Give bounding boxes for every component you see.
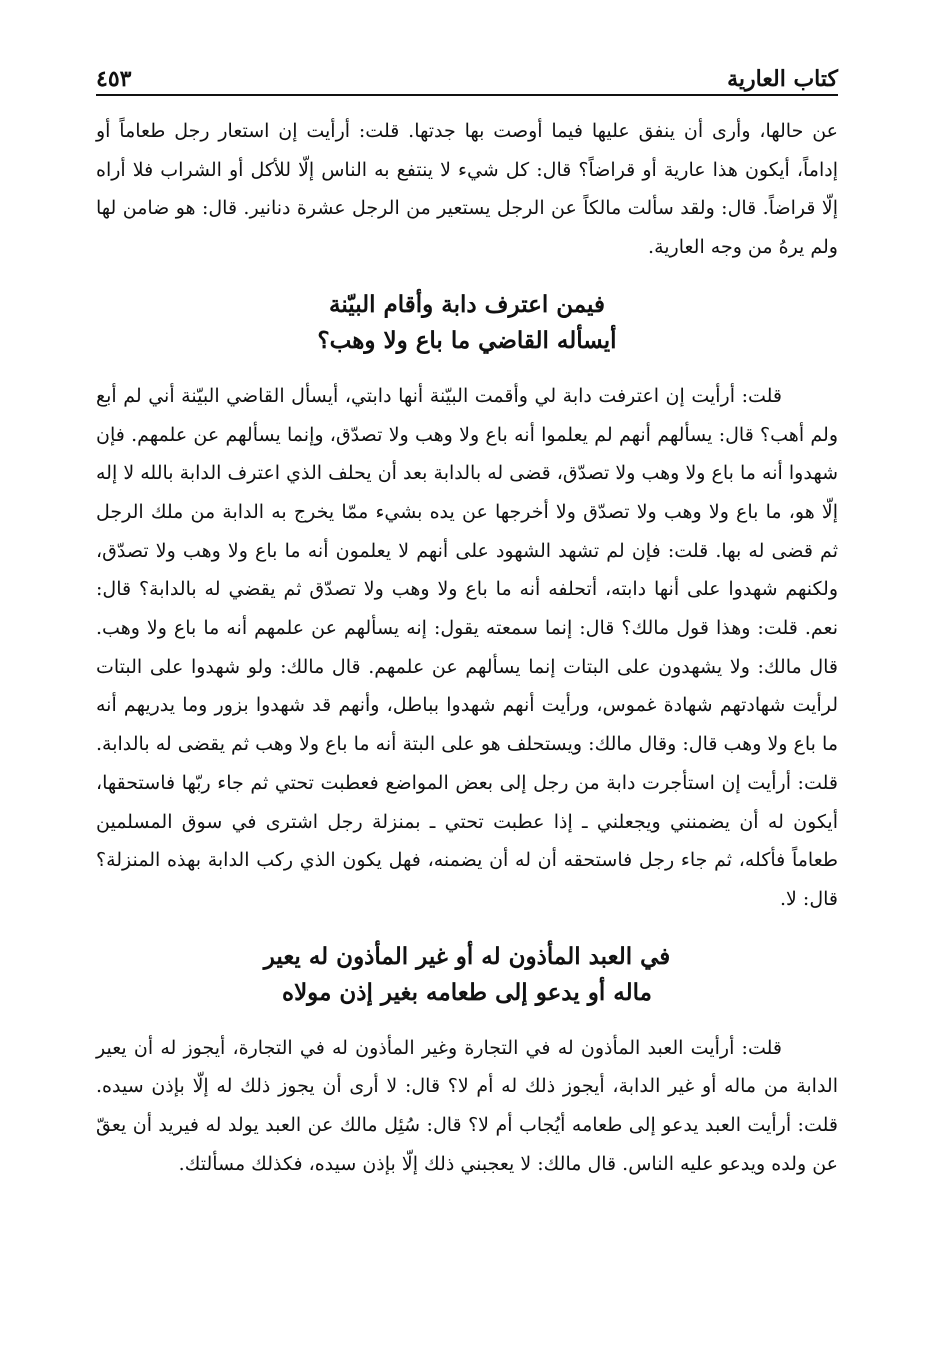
section-heading-1-line-2: أيسأله القاضي ما باع ولا وهب؟ (317, 326, 617, 354)
section-heading-1-line-1: فيمن اعترف دابة وأقام البيّنة (328, 290, 605, 318)
spacer (96, 267, 838, 287)
intro-paragraph: عن حالها، وأرى أن ينفق عليها فيما أوصت بها جدتها. قلت: أرأيت إن استعار رجل طعاماً أو إداماً، أيكون هذا عارية أو قراضاً؟ قال: كل شيء لا ينتفع به الناس إلّا للأكل أو الشراب فلا أراه إلّا قراضاً. قال: ولقد سألت مالكاً عن الرجل يستعير من الرجل عشرة دنانير. قال: هو ضامن لها ولم يرهُ من وجه العارية. (96, 120, 838, 259)
section-heading-2-line-1: في العبد المأذون له أو غير المأذون له يعير (263, 942, 671, 970)
running-title: كتاب العارية (727, 66, 838, 92)
spacer (96, 359, 838, 377)
section-1-paragraph: قلت: أرأيت إن اعترفت دابة لي وأقمت البيّنة أنها دابتي، أيسأل القاضي البيّنة أني لم أبع ولم أهب؟ قال: يسألهم أنهم لم يعلموا أنه باع ولا وهب ولا تصدّق، وإنما يسألهم عن علمهم. فإن شهدوا أنه ما باع ولا وهب ولا تصدّق، قضى له بالدابة بعد أن يحلف الذي اعترف الدابة بالله لا إله إلّا هو، ما باع ولا وهب ولا تصدّق ولا أخرجها عن يده بشيء ممّا يخرج به الدابة من ملك الرجل ثم قضى له بها. قلت: فإن لم تشهد الشهود على أنهم لا يعلمون أنه ما باع ولا وهب ولا تصدّق، ولكنهم شهدوا على أنها دابته، أتحلفه أنه ما باع ولا وهب ولا تصدّق ثم يقضي له بالدابة؟ قال: نعم. قلت: وهذا قول مالك؟ قال: إنما سمعته يقول: إنه يسألهم عن علمهم أنه ما باع ولا وهب. قال مالك: ولا يشهدون على البتات إنما يسألهم عن علمهم. قال مالك: ولو شهدوا على البتات لرأيت شهادتهم شهادة غموس، ورأيت أنهم شهدوا بباطل، وأنهم قد شهدوا بزور وما يدريهم أنه ما باع ولا وهب قال: وقال مالك: ويستحلف هو على البتة أنه ما باع ولا وهب ثم يقضى له بالدابة. قلت: أرأيت إن استأجرت دابة من رجل إلى بعض المواضع فعطبت تحتي ثم جاء ربّها فاستحقها، أيكون له أن يضمنني ويجعلني ـ إذا عطبت تحتي ـ بمنزلة رجل اشترى في سوق المسلمين طعاماً فأكله، ثم جاء رجل فاستحقه أن له أن يضمنه، فهل يكون الذي ركب الدابة بهذه المنزلة؟ قال: لا. (96, 384, 838, 910)
page-number: ٤٥٣ (96, 66, 132, 92)
spacer (96, 919, 838, 939)
section-2-paragraph: قلت: أرأيت العبد المأذون له في التجارة وغير المأذون له في التجارة، أيجوز له أن يعير الدابة من ماله أو غير الدابة، أيجوز ذلك له أم لا؟ قال: لا أرى أن يجوز ذلك له إلّا بإذن سيده. قلت: أرأيت العبد يدعو إلى طعامه أيُجاب أم لا؟ قال: سُئِل مالك عن العبد يولد له فيريد أن يعقّ عن ولده ويدعو عليه الناس. قال مالك: لا يعجبني ذلك إلّا بإذن سيده، فكذلك مسألتك. (96, 1036, 838, 1175)
page-body (96, 112, 838, 1183)
section-heading-2-line-2: ماله أو يدعو إلى طعامه بغير إذن مولاه (282, 978, 652, 1006)
header-rule (96, 94, 838, 96)
page-header (96, 56, 838, 92)
spacer (96, 1011, 838, 1029)
